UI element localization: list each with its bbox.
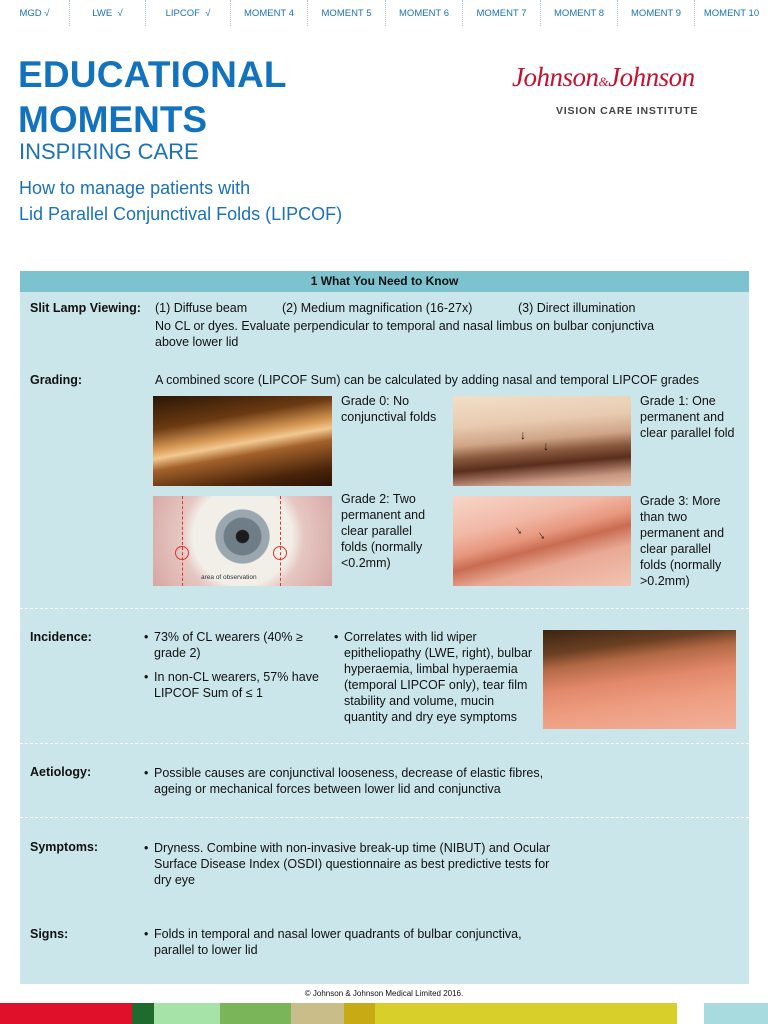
slit-lamp-line-2: No CL or dyes. Evaluate perpendicular to temporal and nasal limbus on bulbar conjunctiva [155,319,655,333]
grade-0-photo [153,396,332,486]
grade-1-text: Grade 1: One permanent and clear parallel fold [640,394,735,440]
howto-line-2: Lid Parallel Conjunctival Folds (LIPCOF) [19,204,343,224]
incidence-bullet-2: • In non-CL wearers, 57% have LIPCOF Sum of ≤ 1 [144,669,324,701]
arrow-down-icon: ↓ [520,428,526,442]
incidence-label: Incidence: [30,630,92,644]
slit-lamp-item-1: (1) Diffuse beam [155,301,248,315]
slit-lamp-item-2: (2) Medium magnification (16-27x) [282,301,473,315]
grade-3-text: Grade 3: More than two permanent and clear parallel folds (normally >0.2mm) [640,494,725,588]
subtitle-inspiring-care: INSPIRING CARE [19,139,199,164]
nav-item-moment-7[interactable]: MOMENT 7 [463,0,541,26]
signs-label: Signs: [30,927,69,941]
incidence-photo [543,630,736,729]
moment-color-bar [0,1003,768,1024]
section-header: 1 What You Need to Know [20,271,749,292]
johnson-johnson-logo: Johnson&Johnson [512,62,695,92]
title-moments: MOMENTS [18,99,208,140]
symptoms-bullet-1: • Dryness. Combine with non-invasive break-up time (NIBUT) and Ocular Surface Disease Index (OSDI) questionnaire as best predictive tests for dry eye [144,840,559,888]
symptoms-label: Symptoms: [30,840,99,854]
nav-item-mgd[interactable]: MGD √ [0,0,70,26]
grade-2-text: Grade 2: Two permanent and clear parallel folds (normally <0.2mm) [341,492,426,570]
observation-area-label: area of observation [201,574,257,581]
moment-nav [0,0,768,26]
slit-lamp-line-3: above lower lid [155,335,239,349]
title-educational: EDUCATIONAL [18,54,287,95]
incidence-bullet-1: • 73% of CL wearers (40% ≥ grade 2) [144,629,324,661]
arrow-down-icon: ↓ [543,439,549,453]
grade-2-photo [153,496,332,586]
nav-item-moment-6[interactable]: MOMENT 6 [386,0,463,26]
howto-line-1: How to manage patients with [19,178,251,198]
aetiology-bullet-1: • Possible causes are conjunctival looseness, decrease of elastic fibres, ageing or mechanical forces between lower lid and conjunctiva [144,765,554,797]
nav-item-moment-10[interactable]: MOMENT 10 [703,7,760,19]
grading-intro: A combined score (LIPCOF Sum) can be calculated by adding nasal and temporal LIPCOF grades [155,373,700,387]
grade-0-text: Grade 0: No conjunctival folds [341,394,437,424]
slit-lamp-item-3: (3) Direct illumination [518,301,636,315]
nav-item-moment-5[interactable]: MOMENT 5 [308,0,386,26]
copyright: © Johnson & Johnson Medical Limited 2016. [304,989,464,998]
grade-3-photo [453,496,631,586]
incidence-bullet-3: • Correlates with lid wiper epitheliopathy (LWE, right), bulbar hyperaemia, limbal hyperaemia (temporal LIPCOF only), tear film stability and volume, mucin quantity and dry eye symptoms [334,629,534,725]
what-you-need-to-know-panel [20,271,749,984]
aetiology-label: Aetiology: [30,765,92,779]
signs-bullet-1: • Folds in temporal and nasal lower quadrants of bulbar conjunctiva, parallel to lower lid [144,926,564,958]
vision-care-institute: VISION CARE INSTITUTE [556,105,699,117]
arrow-down-icon: ↓ [534,527,548,543]
grading-label: Grading: [30,373,83,387]
nav-item-moment-9[interactable]: MOMENT 9 [618,0,695,26]
arrow-down-icon: ↓ [511,522,525,538]
nav-item-lwe[interactable]: LWE √ [70,0,146,26]
nav-item-moment-8[interactable]: MOMENT 8 [541,0,618,26]
slit-lamp-label: Slit Lamp Viewing: [30,301,141,315]
nav-item-lipcof[interactable]: LIPCOF √ [146,0,231,26]
grade-1-photo [453,396,631,486]
nav-item-moment-4[interactable]: MOMENT 4 [231,0,308,26]
